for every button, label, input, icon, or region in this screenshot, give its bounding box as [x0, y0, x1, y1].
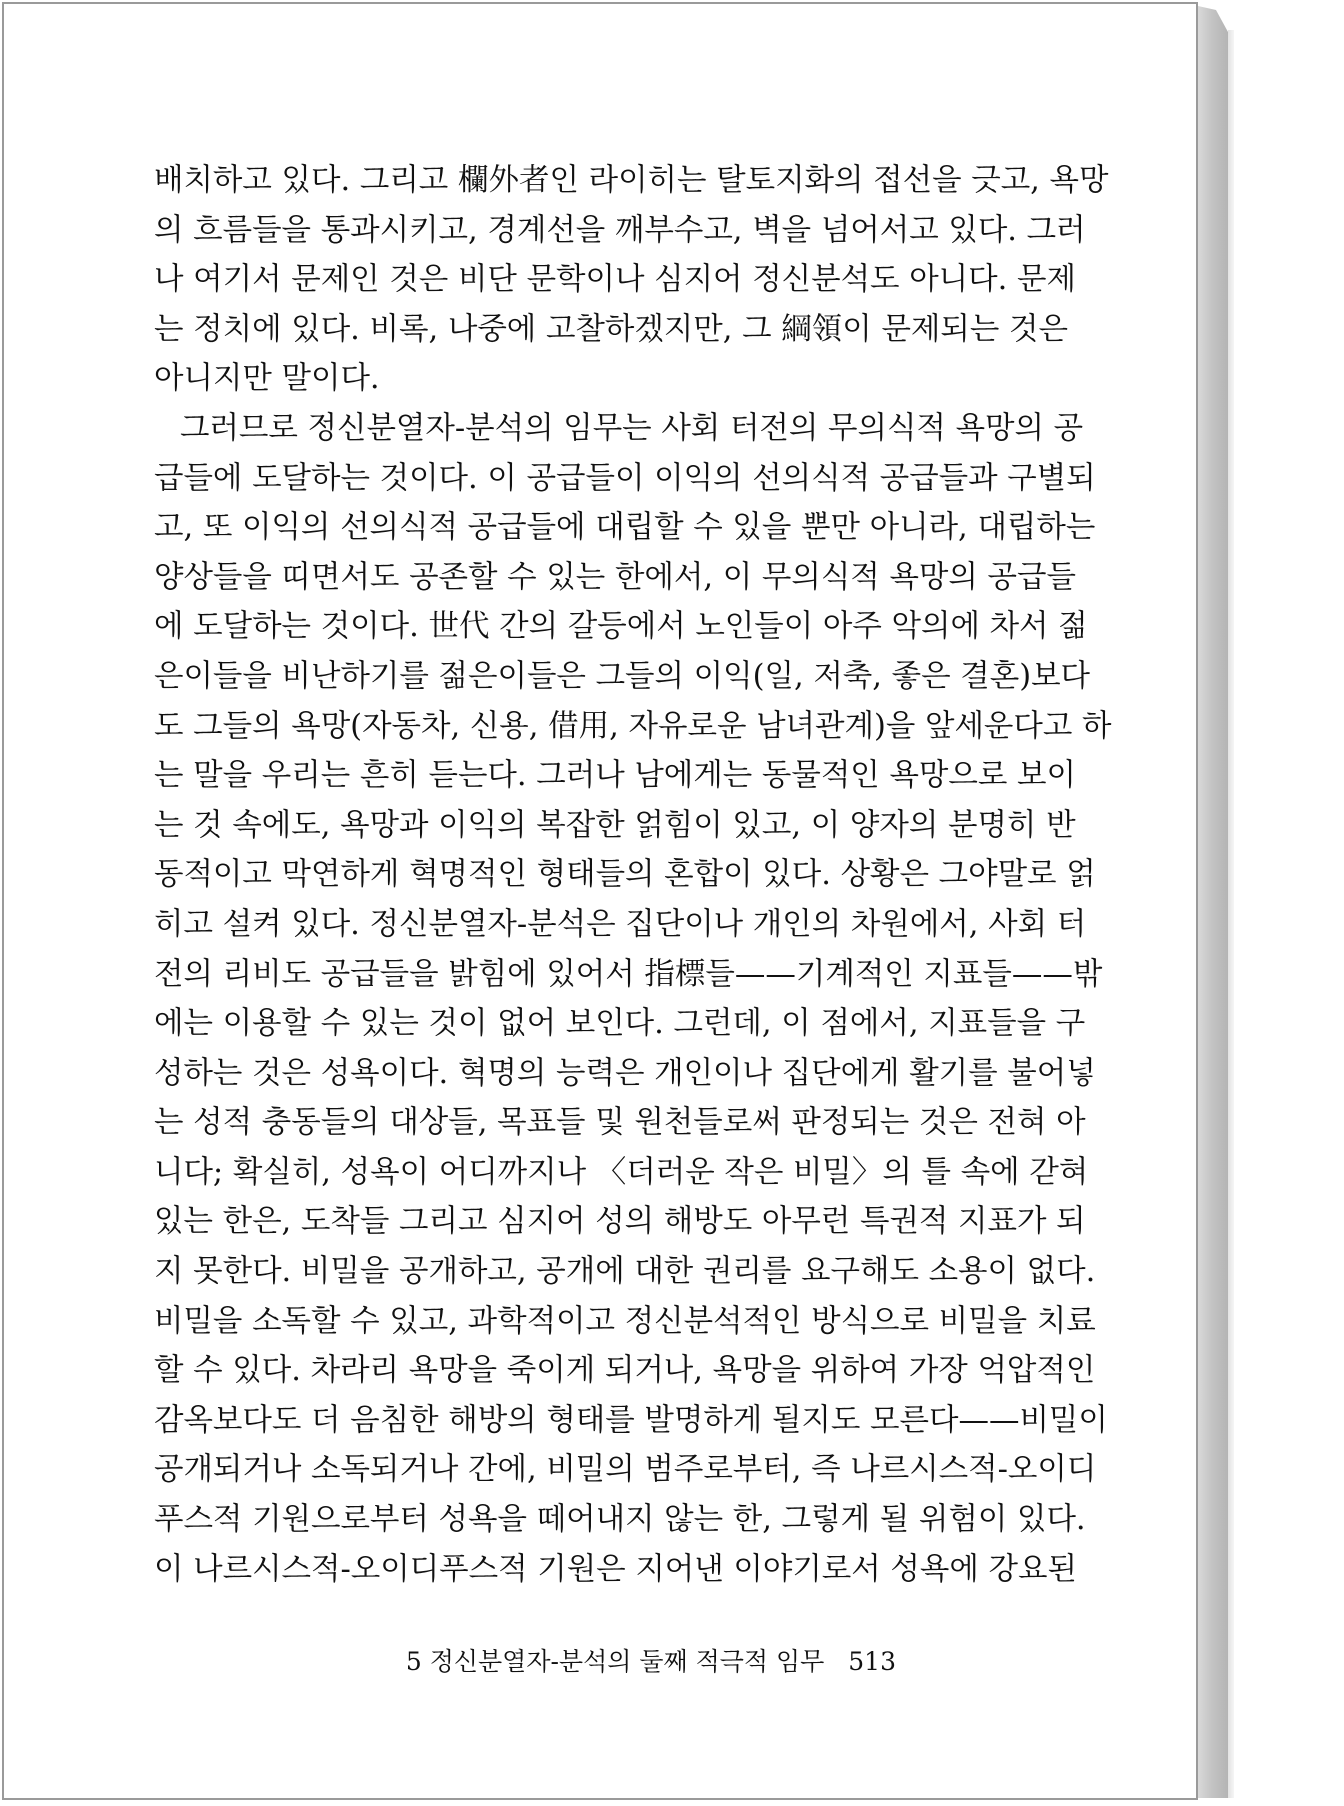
page-footer — [406, 1642, 896, 1678]
page-body-text — [154, 156, 1112, 1594]
text-line: 성하는 것은 성욕이다. 혁명의 능력은 개인이나 집단에게 활기를 불어넣 — [154, 1055, 1096, 1091]
page-edge-shadow — [1198, 6, 1228, 1798]
text-line: 지 못한다. 비밀을 공개하고, 공개에 대한 권리를 요구해도 소용이 없다. — [154, 1254, 1096, 1290]
page-edge-gradient — [1228, 30, 1234, 1798]
text-line: 는 성적 충동들의 대상들, 목표들 및 원천들로써 판정되는 것은 전혀 아 — [154, 1105, 1086, 1141]
text-line: 는 것 속에도, 욕망과 이익의 복잡한 얽힘이 있고, 이 양자의 분명히 반 — [154, 807, 1076, 843]
text-line: 전의 리비도 공급들을 밝힘에 있어서 指標들——기계적인 지표들——밖 — [154, 956, 1103, 992]
page-number: 513 — [848, 1647, 896, 1676]
text-line: 는 말을 우리는 흔히 듣는다. 그러나 남에게는 동물적인 욕망으로 보이 — [154, 758, 1076, 794]
text-line: 그러므로 정신분열자-분석의 임무는 사회 터전의 무의식적 욕망의 공 — [180, 410, 1084, 446]
text-line: 급들에 도달하는 것이다. 이 공급들이 이익의 선의식적 공급들과 구별되 — [154, 460, 1096, 496]
text-line: 의 흐름들을 통과시키고, 경계선을 깨부수고, 벽을 넘어서고 있다. 그러 — [154, 212, 1086, 248]
text-line: 감옥보다도 더 음침한 해방의 형태를 발명하게 될지도 모른다——비밀이 — [154, 1402, 1108, 1438]
text-line: 푸스적 기원으로부터 성욕을 떼어내지 않는 한, 그렇게 될 위험이 있다. — [154, 1502, 1086, 1538]
text-line: 고, 또 이익의 선의식적 공급들에 대립할 수 있을 뿐만 아니라, 대립하는 — [154, 510, 1096, 546]
text-line: 이 나르시스적-오이디푸스적 기원은 지어낸 이야기로서 성욕에 강요된 — [154, 1551, 1077, 1587]
text-line: 아니지만 말이다. — [154, 361, 380, 397]
text-line: 할 수 있다. 차라리 욕망을 죽이게 되거나, 욕망을 위하여 가장 억압적인 — [154, 1353, 1096, 1389]
text-line: 비밀을 소독할 수 있고, 과학적이고 정신분석적인 방식으로 비밀을 치료 — [154, 1303, 1096, 1339]
text-line: 배치하고 있다. 그리고 欄外者인 라이히는 탈토지화의 접선을 긋고, 욕망 — [154, 163, 1109, 198]
text-line: 나 여기서 문제인 것은 비단 문학이나 심지어 정신분석도 아니다. 문제 — [154, 262, 1076, 298]
book-page — [2, 2, 1198, 1800]
text-line: 에 도달하는 것이다. 世代 간의 갈등에서 노인들이 아주 악의에 차서 젊 — [154, 609, 1088, 645]
running-title: 5 정신분열자-분석의 둘째 적극적 임무 — [405, 1647, 825, 1676]
text-line: 도 그들의 욕망(자동차, 신용, 借用, 자유로운 남녀관계)을 앞세운다고 하 — [154, 708, 1112, 744]
text-line: 니다; 확실히, 성욕이 어디까지나 〈더러운 작은 비밀〉의 틀 속에 갇혀 — [154, 1154, 1089, 1190]
text-line: 은이들을 비난하기를 젊은이들은 그들의 이익(일, 저축, 좋은 결혼)보다 — [154, 658, 1091, 694]
text-line: 히고 설켜 있다. 정신분열자-분석은 집단이나 개인의 차원에서, 사회 터 — [154, 906, 1087, 942]
text-line: 있는 한은, 도착들 그리고 심지어 성의 해방도 아무런 특권적 지표가 되 — [154, 1204, 1086, 1240]
text-line: 양상들을 띠면서도 공존할 수 있는 한에서, 이 무의식적 욕망의 공급들 — [154, 559, 1076, 595]
text-line: 동적이고 막연하게 혁명적인 형태들의 혼합이 있다. 상황은 그야말로 얽 — [154, 857, 1096, 893]
text-line: 는 정치에 있다. 비록, 나중에 고찰하겠지만, 그 綱領이 문제되는 것은 — [154, 311, 1068, 347]
text-line: 공개되거나 소독되거나 간에, 비밀의 범주로부터, 즉 나르시스적-오이디 — [154, 1452, 1097, 1488]
text-line: 에는 이용할 수 있는 것이 없어 보인다. 그런데, 이 점에서, 지표들을 구 — [154, 1006, 1086, 1042]
